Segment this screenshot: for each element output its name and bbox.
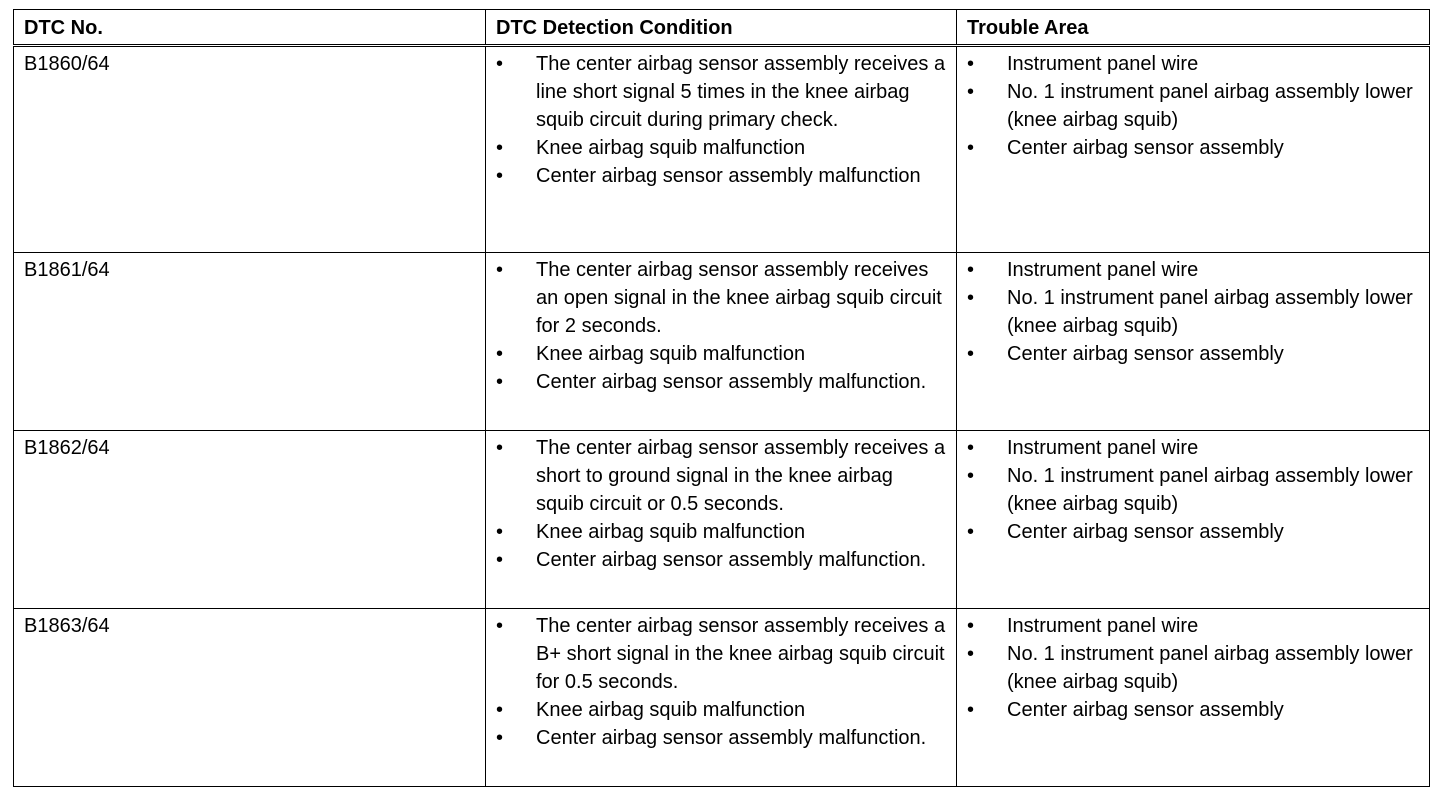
dtc-table (13, 9, 1430, 787)
bullet: • (496, 615, 504, 637)
area-text: No. 1 instrument panel airbag assembly lower (knee airbag squib) (1007, 465, 1413, 515)
header-trouble-area: Trouble Area (957, 10, 1430, 46)
detection-condition-cell (486, 253, 957, 431)
dtc-code: B1860/64 (14, 46, 486, 253)
bullet: • (496, 437, 504, 459)
list-item (496, 724, 946, 752)
bullet: • (967, 343, 975, 365)
bullet: • (967, 437, 975, 459)
list-item (967, 612, 1419, 640)
trouble-area-cell (957, 609, 1430, 787)
table-row (14, 253, 1430, 431)
list-item (967, 78, 1419, 134)
list-item (967, 50, 1419, 78)
area-text: Instrument panel wire (1007, 615, 1199, 637)
header-row (14, 10, 1430, 46)
list-item (496, 162, 946, 190)
bullet: • (496, 137, 504, 159)
bullet: • (967, 287, 975, 309)
condition-text: The center airbag sensor assembly receives a B+ short signal in the knee airbag squib circuit for 0.5 seconds. (536, 615, 946, 693)
list-item (496, 546, 946, 574)
condition-text: The center airbag sensor assembly receives an open signal in the knee airbag squib circuit for 2 seconds. (536, 259, 942, 337)
trouble-area-cell (957, 46, 1430, 253)
bullet: • (496, 53, 504, 75)
list-item (967, 340, 1419, 368)
dtc-code: B1862/64 (14, 431, 486, 609)
list-item (967, 462, 1419, 518)
condition-text: The center airbag sensor assembly receives a short to ground signal in the knee airbag squib circuit or 0.5 seconds. (536, 437, 946, 515)
table-row (14, 431, 1430, 609)
list-item (496, 256, 946, 340)
area-text: Instrument panel wire (1007, 53, 1199, 75)
header-dtc-no: DTC No. (14, 10, 486, 46)
bullet: • (967, 465, 975, 487)
condition-text: Center airbag sensor assembly malfunction. (536, 371, 927, 393)
list-item (967, 640, 1419, 696)
area-text: No. 1 instrument panel airbag assembly lower (knee airbag squib) (1007, 81, 1413, 131)
list-item (967, 434, 1419, 462)
area-text: No. 1 instrument panel airbag assembly lower (knee airbag squib) (1007, 287, 1413, 337)
detection-condition-cell (486, 46, 957, 253)
condition-text: Center airbag sensor assembly malfunction (536, 165, 921, 187)
header-detection-condition: DTC Detection Condition (486, 10, 957, 46)
bullet: • (496, 343, 504, 365)
bullet: • (967, 521, 975, 543)
trouble-area-cell (957, 253, 1430, 431)
list-item (967, 256, 1419, 284)
bullet: • (496, 259, 504, 281)
condition-text: Center airbag sensor assembly malfunction. (536, 549, 927, 571)
list-item (496, 134, 946, 162)
bullet: • (496, 699, 504, 721)
list-item (496, 50, 946, 134)
bullet: • (967, 137, 975, 159)
bullet: • (496, 165, 504, 187)
condition-text: The center airbag sensor assembly receives a line short signal 5 times in the knee airbag squib circuit during primary check. (536, 53, 946, 131)
area-text: Center airbag sensor assembly (1007, 137, 1284, 159)
list-item (967, 518, 1419, 546)
trouble-area-cell (957, 431, 1430, 609)
dtc-code: B1863/64 (14, 609, 486, 787)
area-text: Instrument panel wire (1007, 437, 1199, 459)
list-item (496, 518, 946, 546)
condition-text: Knee airbag squib malfunction (536, 137, 806, 159)
bullet: • (967, 615, 975, 637)
condition-text: Knee airbag squib malfunction (536, 521, 806, 543)
bullet: • (967, 53, 975, 75)
bullet: • (967, 699, 975, 721)
list-item (967, 696, 1419, 724)
condition-text: Center airbag sensor assembly malfunction. (536, 727, 927, 749)
area-text: Center airbag sensor assembly (1007, 699, 1284, 721)
bullet: • (967, 259, 975, 281)
area-text: No. 1 instrument panel airbag assembly lower (knee airbag squib) (1007, 643, 1413, 693)
bullet: • (967, 81, 975, 103)
table-row (14, 46, 1430, 253)
list-item (496, 340, 946, 368)
bullet: • (967, 643, 975, 665)
detection-condition-cell (486, 609, 957, 787)
table-row (14, 609, 1430, 787)
list-item (496, 434, 946, 518)
area-text: Instrument panel wire (1007, 259, 1199, 281)
area-text: Center airbag sensor assembly (1007, 521, 1284, 543)
bullet: • (496, 549, 504, 571)
condition-text: Knee airbag squib malfunction (536, 699, 806, 721)
list-item (967, 134, 1419, 162)
bullet: • (496, 371, 504, 393)
list-item (496, 368, 946, 396)
bullet: • (496, 727, 504, 749)
list-item (496, 612, 946, 696)
dtc-code: B1861/64 (14, 253, 486, 431)
list-item (967, 284, 1419, 340)
bullet: • (496, 521, 504, 543)
area-text: Center airbag sensor assembly (1007, 343, 1284, 365)
condition-text: Knee airbag squib malfunction (536, 343, 806, 365)
detection-condition-cell (486, 431, 957, 609)
list-item (496, 696, 946, 724)
